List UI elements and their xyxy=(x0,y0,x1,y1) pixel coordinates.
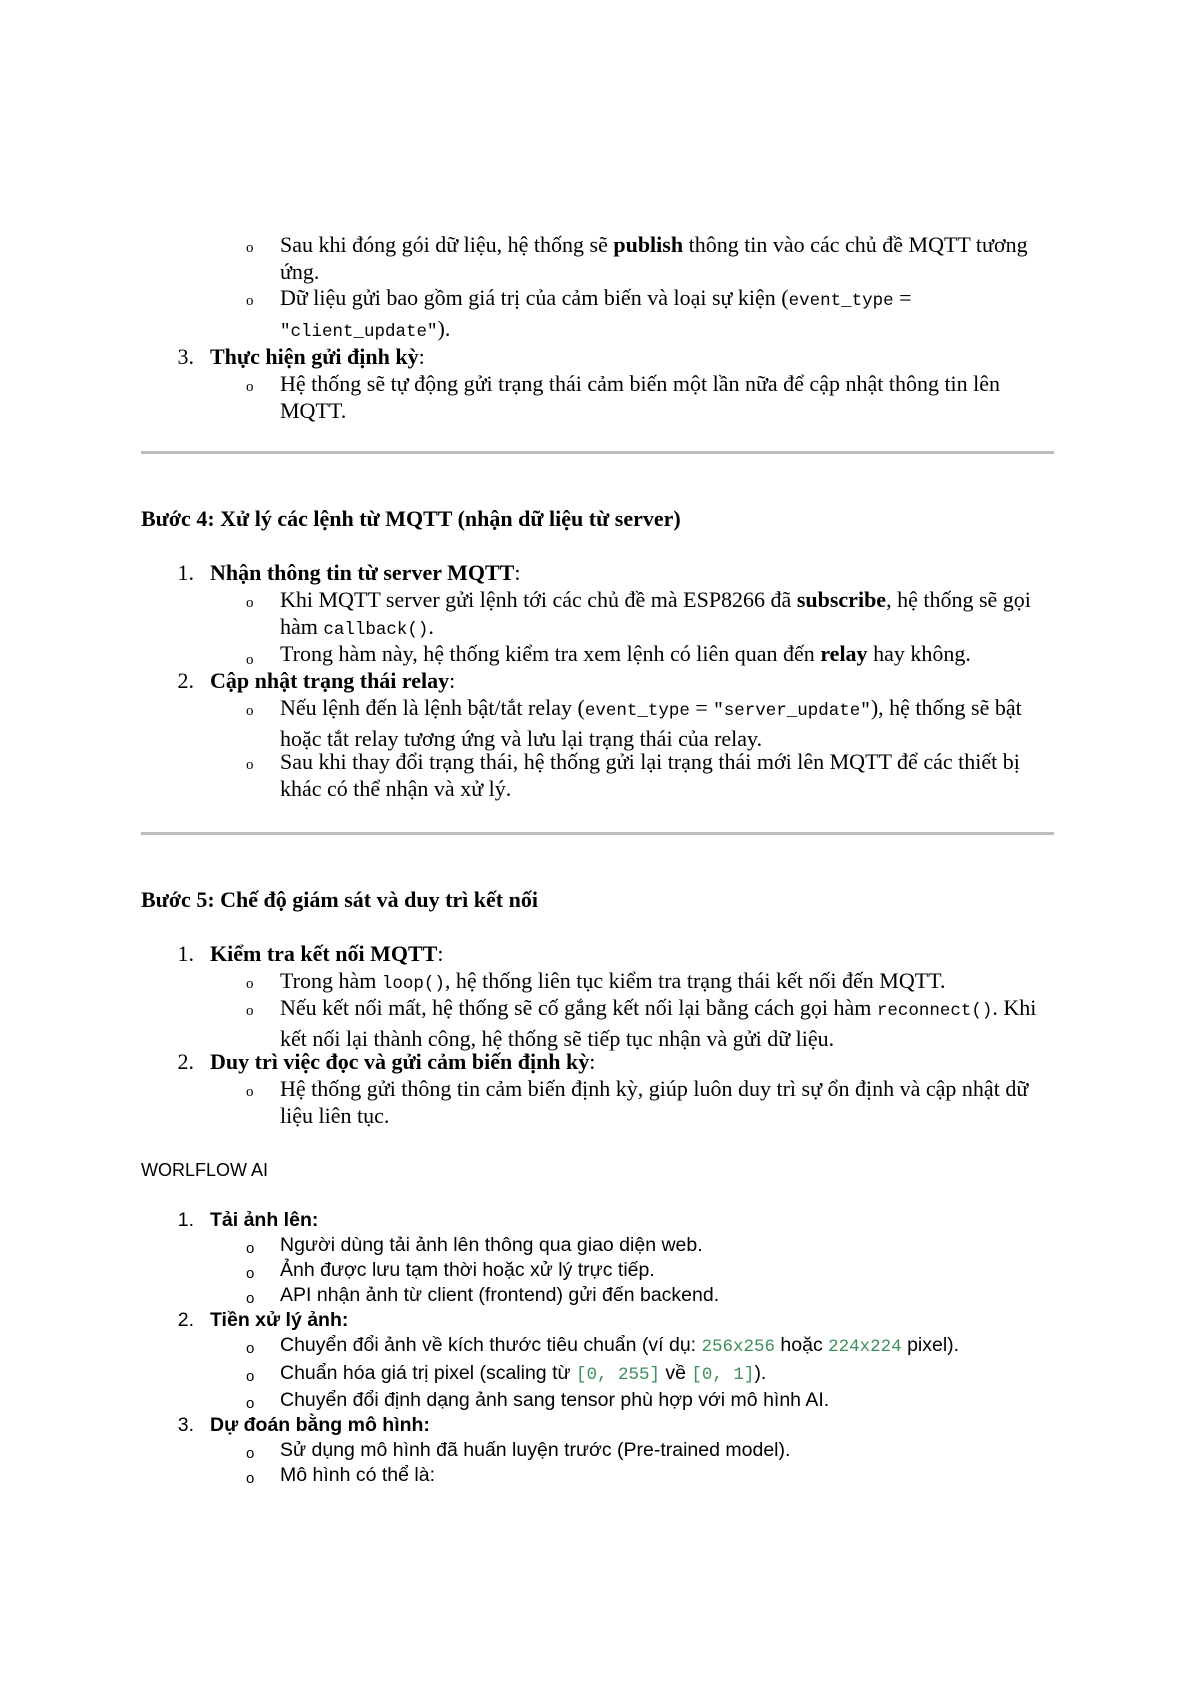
list-item-title: Kiểm tra kết nối MQTT: xyxy=(210,941,444,966)
paragraph-periodic: Hệ thống sẽ tự động gửi trạng thái cảm biến một lần nữa để cập nhật thông tin lên MQTT. xyxy=(280,371,1001,423)
paragraph-loop: Trong hàm loop(), hệ thống liên tục kiểm tra trạng thái kết nối đến MQTT. xyxy=(280,968,946,994)
list-item-title: Cập nhật trạng thái relay: xyxy=(210,668,456,693)
workflow-label: WORLFLOW AI xyxy=(141,1160,269,1180)
bullet-marker: o xyxy=(246,240,254,256)
list-item-normalize: Chuẩn hóa giá trị pixel (scaling từ [0, 255] về [0, 1]). xyxy=(280,1362,767,1385)
paragraph-relay-toggle: Nếu lệnh đến là lệnh bật/tắt relay (event_type = "server_update"), hệ thống sẽ bật hoặc tắt relay tương ứng và lưu lại trạng thái của relay. xyxy=(280,695,1022,751)
list-item: Ảnh được lưu tạm thời hoặc xử lý trực tiếp. xyxy=(280,1259,655,1281)
bullet-marker: o xyxy=(246,703,254,719)
list-item-resize: Chuyển đổi ảnh về kích thước tiêu chuẩn (ví dụ: 256x256 hoặc 224x224 pixel). xyxy=(280,1334,960,1357)
list-item: Mô hình có thể là: xyxy=(280,1464,436,1486)
bullet-marker: o xyxy=(246,1290,255,1307)
bullet-marker: o xyxy=(246,1003,254,1019)
bullet-marker: o xyxy=(246,1265,255,1282)
list-number: 2. xyxy=(177,668,194,693)
list-number: 1. xyxy=(177,1209,194,1231)
list-item-title: Duy trì việc đọc và gửi cảm biến định kỳ: xyxy=(210,1049,596,1074)
paragraph-reconnect: Nếu kết nối mất, hệ thống sẽ cố gắng kết nối lại bằng cách gọi hàm reconnect(). Khi kết nối lại thành công, hệ thống sẽ tiếp tục nhận và gửi dữ liệu. xyxy=(280,995,1037,1051)
bullet-marker: o xyxy=(246,1240,255,1257)
paragraph-state-resend: Sau khi thay đổi trạng thái, hệ thống gửi lại trạng thái mới lên MQTT để các thiết bị khác có thể nhận và xử lý. xyxy=(280,749,1020,801)
bullet-marker: o xyxy=(246,1395,255,1412)
list-item-title: Tải ảnh lên: xyxy=(210,1209,319,1231)
list-item-title: Nhận thông tin từ server MQTT: xyxy=(210,560,521,585)
list-number: 2. xyxy=(177,1049,194,1074)
paragraph-sensor-periodic: Hệ thống gửi thông tin cảm biến định kỳ, giúp luôn duy trì sự ổn định và cập nhật dữ liệu liên tục. xyxy=(280,1076,1029,1128)
bullet-marker: o xyxy=(246,595,254,611)
list-item: Người dùng tải ảnh lên thông qua giao diện web. xyxy=(280,1234,703,1256)
paragraph-data-sent: Dữ liệu gửi bao gồm giá trị của cảm biến và loại sự kiện (event_type = "client_update"). xyxy=(280,285,912,342)
paragraph-publish: Sau khi đóng gói dữ liệu, hệ thống sẽ publish thông tin vào các chủ đề MQTT tương ứng. xyxy=(280,232,1028,284)
bullet-marker: o xyxy=(246,293,254,309)
paragraph-subscribe: Khi MQTT server gửi lệnh tới các chủ đề mà ESP8266 đã subscribe, hệ thống sẽ gọi hàm callback(). xyxy=(280,587,1031,640)
list-item-title: Tiền xử lý ảnh: xyxy=(210,1309,349,1331)
list-item-title: Thực hiện gửi định kỳ: xyxy=(210,344,425,369)
section-heading: Bước 5: Chế độ giám sát và duy trì kết nối xyxy=(141,887,538,912)
list-item: Sử dụng mô hình đã huấn luyện trước (Pre-trained model). xyxy=(280,1439,791,1461)
horizontal-rule xyxy=(141,451,1054,454)
bullet-marker: o xyxy=(246,1084,254,1100)
bullet-marker: o xyxy=(246,757,254,773)
list-item: Chuyển đổi định dạng ảnh sang tensor phù hợp với mô hình AI. xyxy=(280,1389,830,1411)
list-item-title: Dự đoán bằng mô hình: xyxy=(210,1414,430,1436)
list-number: 2. xyxy=(177,1309,194,1331)
list-number: 3. xyxy=(177,344,194,369)
bullet-marker: o xyxy=(246,652,254,668)
paragraph-relay-check: Trong hàm này, hệ thống kiểm tra xem lệnh có liên quan đến relay hay không. xyxy=(280,641,971,666)
list-item: API nhận ảnh từ client (frontend) gửi đến backend. xyxy=(280,1284,720,1306)
bullet-marker: o xyxy=(246,1368,255,1385)
list-number: 3. xyxy=(177,1414,194,1436)
bullet-marker: o xyxy=(246,976,254,992)
bullet-marker: o xyxy=(246,1445,255,1462)
horizontal-rule xyxy=(141,832,1054,835)
bullet-marker: o xyxy=(246,1340,255,1357)
bullet-marker: o xyxy=(246,1470,255,1487)
bullet-marker: o xyxy=(246,379,254,395)
list-number: 1. xyxy=(177,560,194,585)
section-heading: Bước 4: Xử lý các lệnh từ MQTT (nhận dữ liệu từ server) xyxy=(141,506,681,531)
list-number: 1. xyxy=(177,941,194,966)
